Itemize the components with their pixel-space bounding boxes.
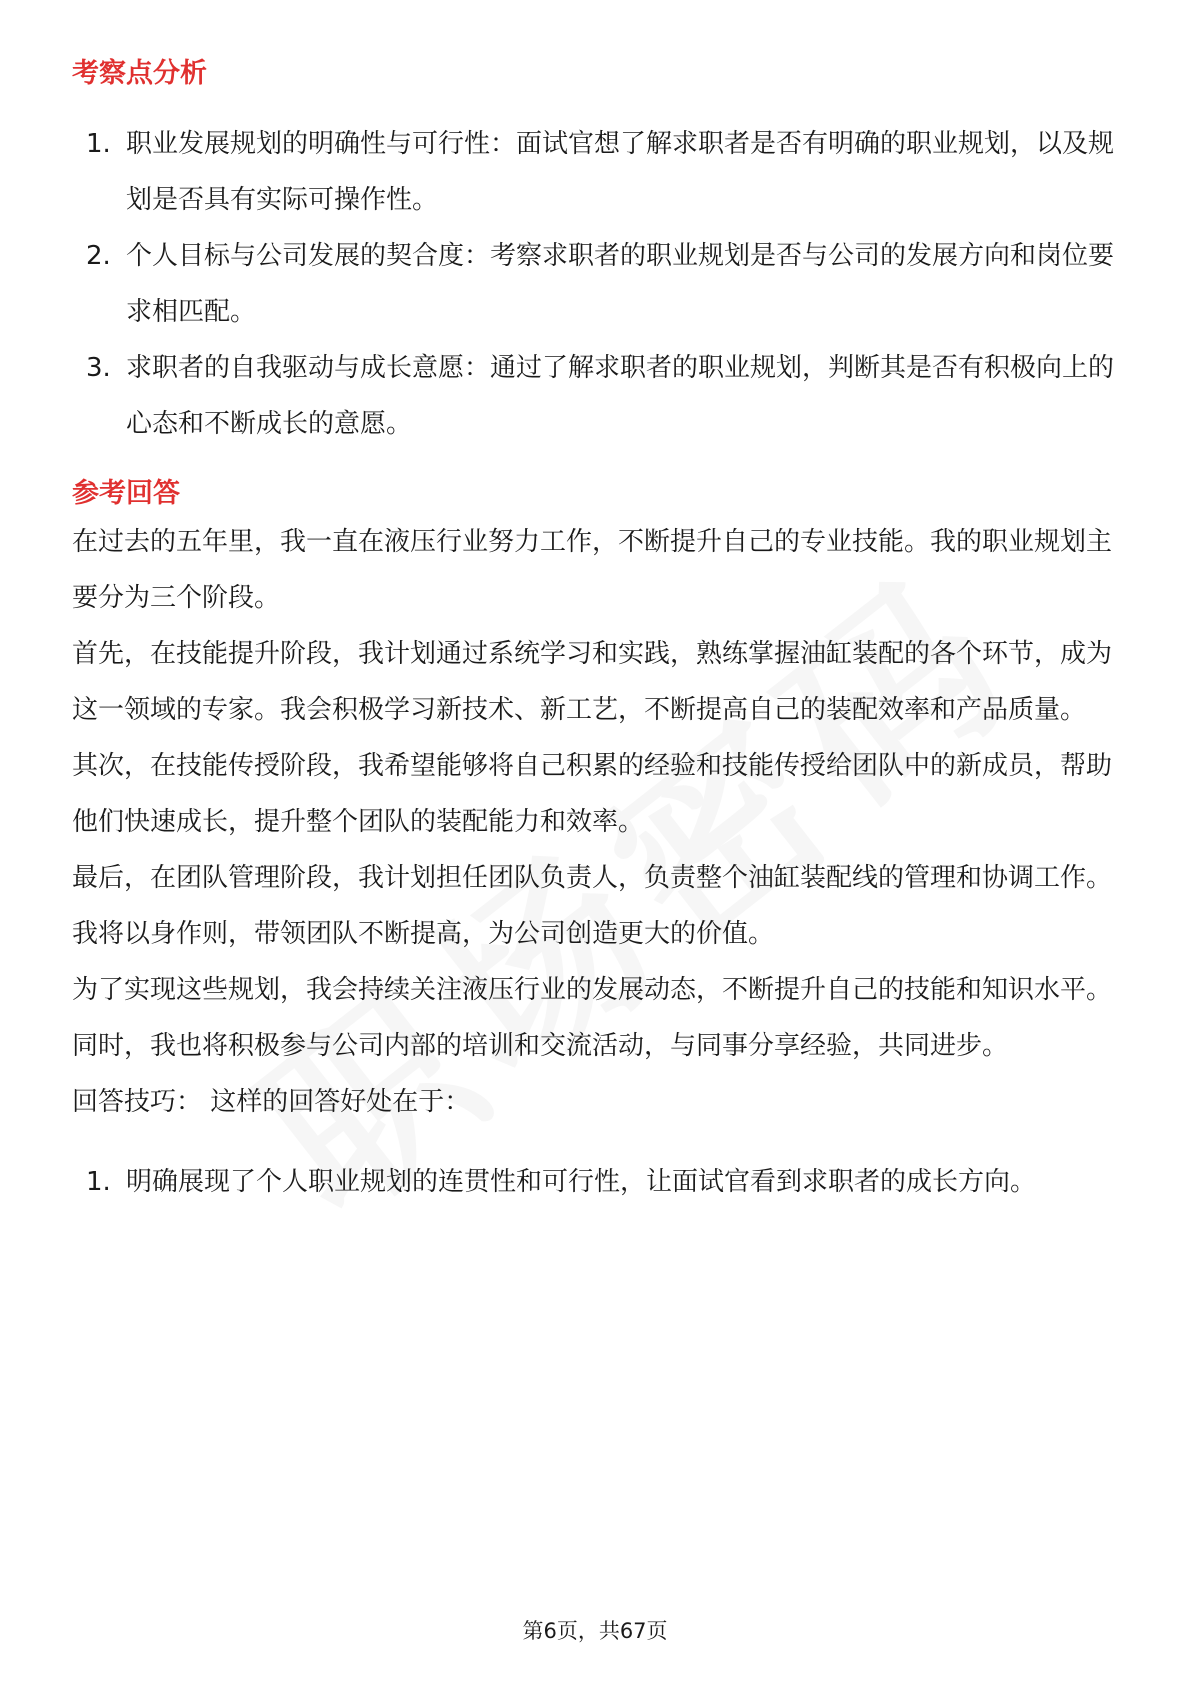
answer-paragraph: 首先，在技能提升阶段，我计划通过系统学习和实践，熟练掌握油缸装配的各个环节，成为这一领域的专家。我会积极学习新技术、新工艺，不断提高自己的装配效率和产品质量。 — [72, 639, 1113, 725]
list-item-text: 个人目标与公司发展的契合度：考察求职者的职业规划是否与公司的发展方向和岗位要求相匹配。 — [126, 241, 1115, 327]
answer-paragraph: 其次，在技能传授阶段，我希望能够将自己积累的经验和技能传授给团队中的新成员，帮助他们快速成长，提升整个团队的装配能力和效率。 — [72, 751, 1113, 837]
list-item — [72, 228, 1118, 340]
answer-paragraph: 在过去的五年里，我一直在液压行业努力工作，不断提升自己的专业技能。我的职业规划主要分为三个阶段。 — [72, 527, 1113, 613]
list-number: 2. — [86, 241, 111, 271]
list-item-text: 职业发展规划的明确性与可行性：面试官想了解求职者是否有明确的职业规划，以及规划是否具有实际可操作性。 — [126, 129, 1115, 215]
list-item — [72, 1154, 1118, 1210]
list-item-text: 明确展现了个人职业规划的连贯性和可行性，让面试官看到求职者的成长方向。 — [126, 1167, 1037, 1197]
analysis-heading: 考察点分析 — [72, 58, 207, 89]
analysis-list — [72, 116, 1118, 452]
list-number: 3. — [86, 353, 111, 383]
document-page — [72, 48, 1118, 1210]
list-item — [72, 116, 1118, 228]
list-number: 1. — [86, 129, 111, 159]
tips-list — [72, 1154, 1118, 1210]
list-number: 1. — [86, 1167, 111, 1197]
tips-intro: 回答技巧： 这样的回答好处在于： — [72, 1087, 471, 1117]
list-item — [72, 340, 1118, 452]
answer-paragraph: 为了实现这些规划，我会持续关注液压行业的发展动态，不断提升自己的技能和知识水平。同时，我也将积极参与公司内部的培训和交流活动，与同事分享经验，共同进步。 — [72, 975, 1113, 1061]
answer-paragraph: 最后，在团队管理阶段，我计划担任团队负责人，负责整个油缸装配线的管理和协调工作。我将以身作则，带领团队不断提高，为公司创造更大的价值。 — [72, 863, 1113, 949]
answer-heading: 参考回答 — [72, 478, 180, 509]
list-item-text: 求职者的自我驱动与成长意愿：通过了解求职者的职业规划，判断其是否有积极向上的心态和不断成长的意愿。 — [126, 353, 1115, 439]
page-number-footer: 第6页，共67页 — [522, 1619, 668, 1643]
